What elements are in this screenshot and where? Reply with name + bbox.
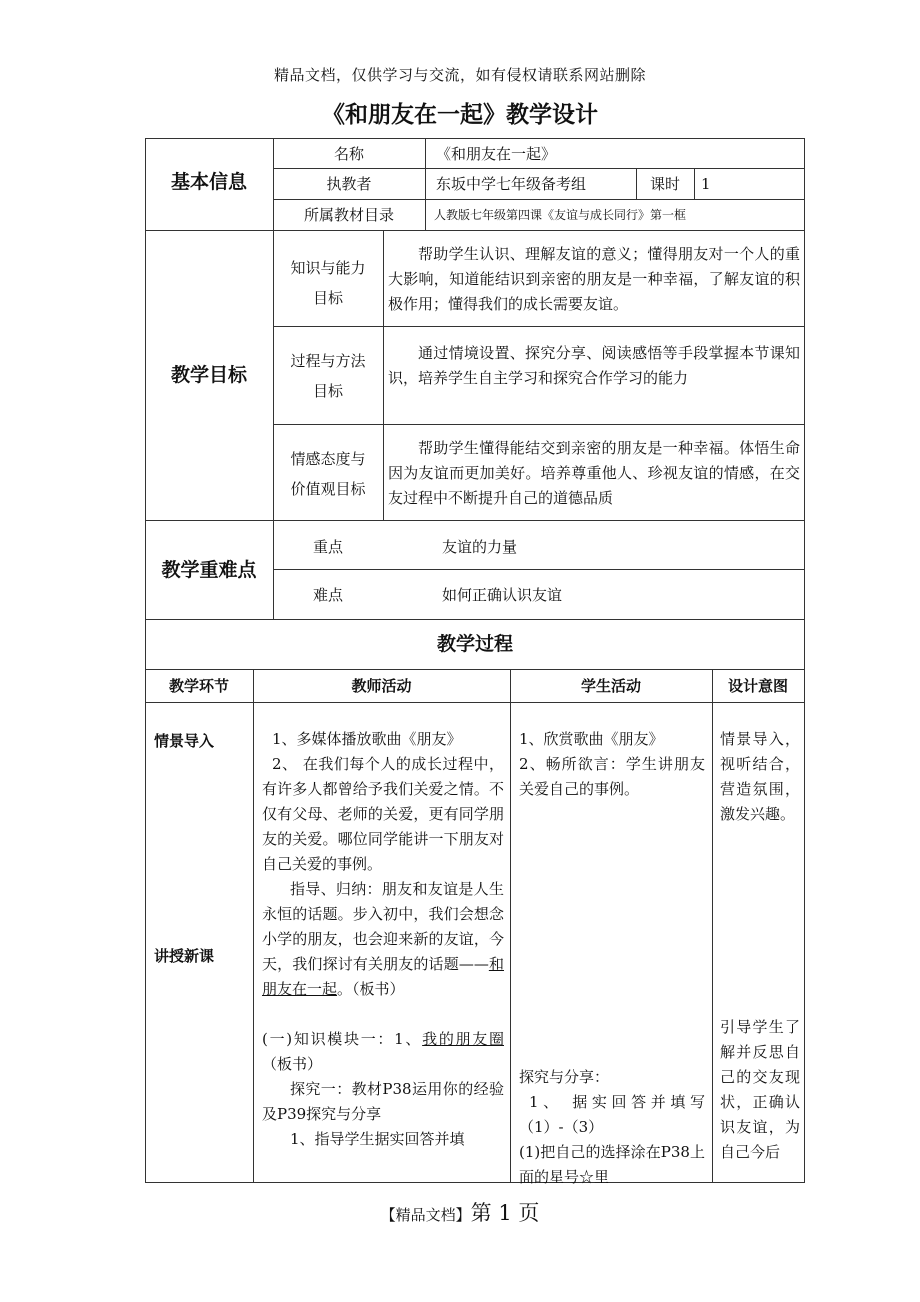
section-basic-info: 基本信息 <box>170 171 247 193</box>
student-p3: 探究与分享： <box>519 1068 610 1086</box>
teacher-p5: 探究一：教材P38运用你的经验及P39探究与分享 <box>262 1080 504 1123</box>
teacher-p1: 1、多媒体播放歌曲《朋友》 <box>272 730 462 748</box>
teacher-label: 执教者 <box>326 175 372 193</box>
goal-text-process: 通过情境设置、探究分享、阅读感悟等手段掌握本节课知识，培养学生自主学习和探究合作学习的能力 <box>388 344 800 387</box>
key-value: 友谊的力量 <box>442 538 518 556</box>
header-note: 精品文档，仅供学习与交流，如有侵权请联系网站删除 <box>273 66 646 84</box>
student-p2: 2、畅所欲言：学生讲朋友关爱自己的事例。 <box>519 755 705 798</box>
student-p1: 1、欣赏歌曲《朋友》 <box>519 730 664 748</box>
difficulty-value: 如何正确认识友谊 <box>442 586 563 604</box>
section-goals: 教学目标 <box>170 364 247 386</box>
catalog-value: 人教版七年级第四课《友谊与成长同行》第一框 <box>434 208 687 222</box>
student-p4: 1、 据实回答并填写（1）-（3） <box>519 1093 705 1136</box>
name-label: 名称 <box>333 145 364 163</box>
col-header-stage: 教学环节 <box>168 677 229 695</box>
teacher-p6: 1、指导学生据实回答并填 <box>290 1130 465 1148</box>
goal-label-process: 过程与方法 目标 <box>290 352 366 400</box>
goal-text-knowledge: 帮助学生认识、理解友谊的意义；懂得朋友对一个人的重大影响，知道能结识到亲密的朋友是一种幸福，了解友谊的积极作用；懂得我们的成长需要友谊。 <box>388 245 800 313</box>
teacher-p4: (一)知识模块一：1、我的朋友圈（板书） <box>262 1030 504 1073</box>
student-activity-2 <box>519 1065 705 1190</box>
page-title: 《和朋友在一起》教学设计 <box>322 102 598 128</box>
teacher-activity <box>262 727 504 1152</box>
stage-new-lesson: 讲授新课 <box>154 947 215 965</box>
goal-text-emotion: 帮助学生懂得能结交到亲密的朋友是一种幸福。体悟生命因为友谊而更加美好。培养尊重他人、珍视友谊的情感，在交友过程中不断提升自己的道德品质 <box>388 439 800 507</box>
section-process: 教学过程 <box>436 633 513 655</box>
student-activity <box>519 727 705 802</box>
teacher-p3: 指导、归纳：朋友和友谊是人生永恒的话题。步入初中，我们会想念小学的朋友，也会迎来新的友谊，今天，我们探讨有关朋友的话题——和朋友在一起。（板书） <box>262 880 504 998</box>
period-label: 课时 <box>649 175 680 193</box>
col-header-student: 学生活动 <box>580 677 641 695</box>
col-header-teacher: 教师活动 <box>351 677 412 695</box>
teacher-value: 东坂中学七年级备考组 <box>436 175 587 193</box>
student-p5: (1)把自己的选择涂在P38上面的星号☆里 <box>519 1143 705 1186</box>
section-key-points: 教学重难点 <box>161 559 257 581</box>
goal-label-knowledge: 知识与能力 目标 <box>290 259 366 307</box>
period-value: 1 <box>701 175 711 193</box>
stage-intro: 情景导入 <box>154 732 215 750</box>
key-label: 重点 <box>312 538 343 556</box>
page-footer: 【精品文档】第 1 页 <box>380 1201 540 1225</box>
intent-p1: 情景导入，视听结合，营造氛围，激发兴趣。 <box>720 730 800 823</box>
name-value: 《和朋友在一起》 <box>436 145 557 163</box>
col-header-intent: 设计意图 <box>727 677 788 695</box>
catalog-label: 所属教材目录 <box>303 206 394 224</box>
intent-p2: 引导学生了解并反思自己的交友现状，正确认识友谊，为自己今后 <box>720 1018 800 1161</box>
teacher-p2: 2、 在我们每个人的成长过程中，有许多人都曾给予我们关爱之情。不仅有父母、老师的关爱，更有同学朋友的关爱。哪位同学能讲一下朋友对自己关爱的事例。 <box>262 755 504 873</box>
goal-label-emotion: 情感态度与 价值观目标 <box>290 450 366 498</box>
difficulty-label: 难点 <box>312 586 343 604</box>
